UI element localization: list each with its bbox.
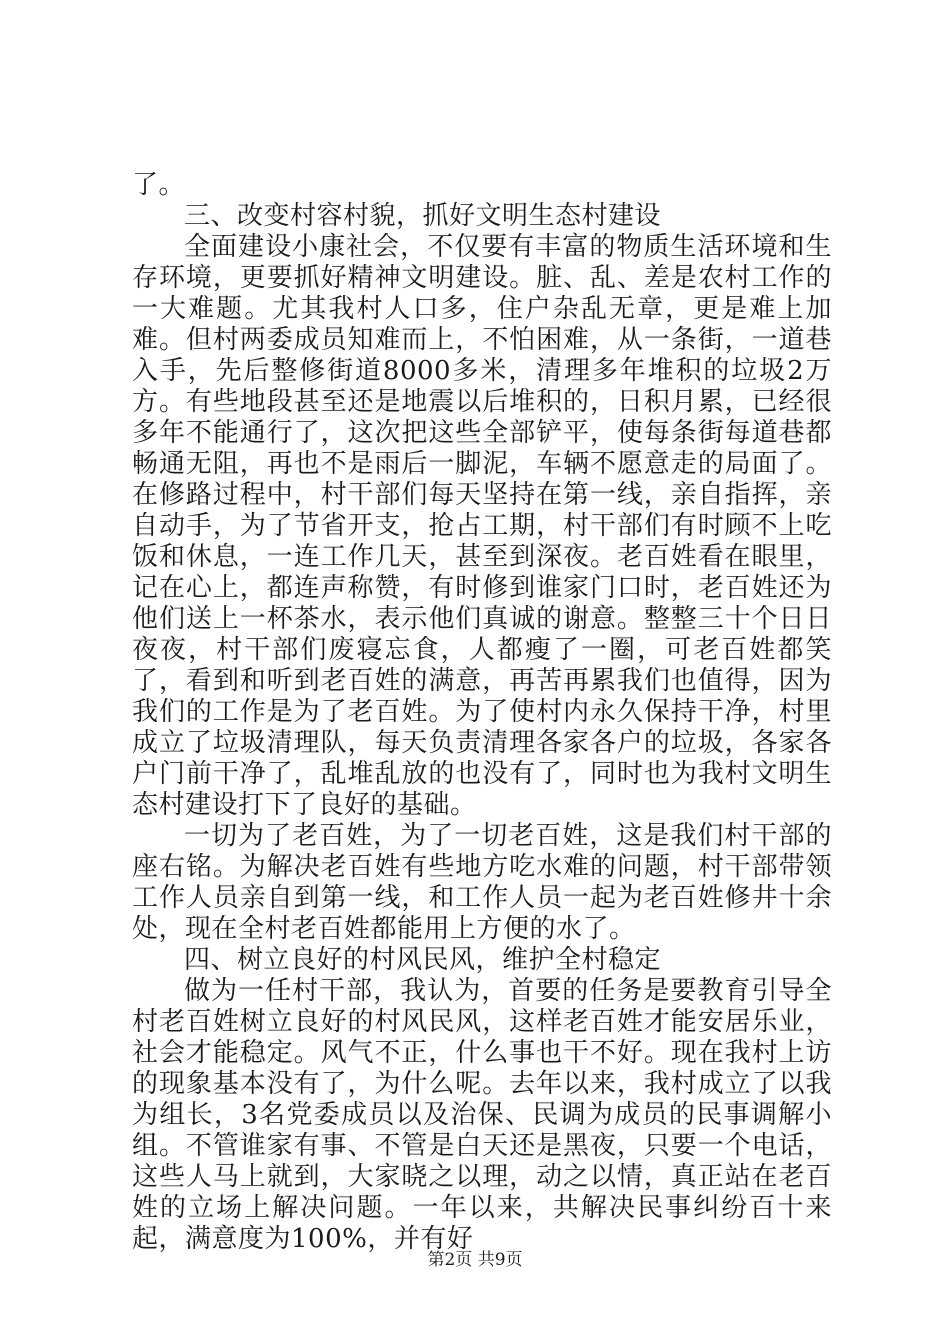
section-heading-4: 四、树立良好的村风民风，维护全村稳定 <box>184 945 662 975</box>
paragraph: 全面建设小康社会，不仅要有丰富的物质生活环境和生存环境，更要抓好精神文明建设。脏、乱、差是农村工作的一大难题。尤其我村人口多，住户杂乱无章，更是难上加难。但村两委成员知难而上，不怕困难，从一条街，一道巷入手，先后整修街道8000多米，清理多年堆积的垃圾2万方。有些地段甚至还是地震以后堆积的，日积月累，已经很多年不能通行了，这次把这些全部铲平，使每条街每道巷都畅通无阻，再也不是雨后一脚泥，车辆不愿意走的局面了。在修路过程中，村干部们每天坚持在第一线，亲自指挥，亲自动手，为了节省开支，抢占工期，村干部们有时顾不上吃饭和休息，一连工作几天，甚至到深夜。老百姓看在眼里，记在心上，都连声称赞，有时修到谁家门口时，老百姓还为他们送上一杯茶水，表示他们真诚的谢意。整整三十个日日夜夜，村干部们废寝忘食，人都瘦了一圈，可老百姓都笑了，看到和听到老百姓的满意，再苦再累我们也值得，因为我们的工作是为了老百姓。为了使村内永久保持干净，村里成立了垃圾清理队，每天负责清理各家各户的垃圾，各家各户门前干净了，乱堆乱放的也没有了，同时也为我村文明生态村建设打下了良好的基础。 <box>132 232 832 820</box>
page-footer: 第2页 共9页 <box>427 1250 523 1270</box>
document-body <box>132 170 832 1255</box>
paragraph: 做为一任村干部，我认为，首要的任务是要教育引导全村老百姓树立良好的村风民风，这样老百姓才能安居乐业，社会才能稳定。风气不正，什么事也干不好。现在我村上访的现象基本没有了，为什么呢。去年以来，我村成立了以我为组长，3名党委成员以及治保、民调为成员的民事调解小组。不管谁家有事、不管是白天还是黑夜，只要一个电话，这些人马上就到，大家晓之以理，动之以情，真正站在老百姓的立场上解决问题。一年以来，共解决民事纠纷百十来起，满意度为100%，并有好 <box>132 976 832 1254</box>
paragraph: 一切为了老百姓，为了一切老百姓，这是我们村干部的座右铭。为解决老百姓有些地方吃水难的问题，村干部带领工作人员亲自到第一线，和工作人员一起为老百姓修井十余处，现在全村老百姓都能用上方便的水了。 <box>132 821 832 944</box>
paragraph-continuation: 了。 <box>132 170 186 200</box>
section-heading-3: 三、改变村容村貌，抓好文明生态村建设 <box>184 201 662 231</box>
